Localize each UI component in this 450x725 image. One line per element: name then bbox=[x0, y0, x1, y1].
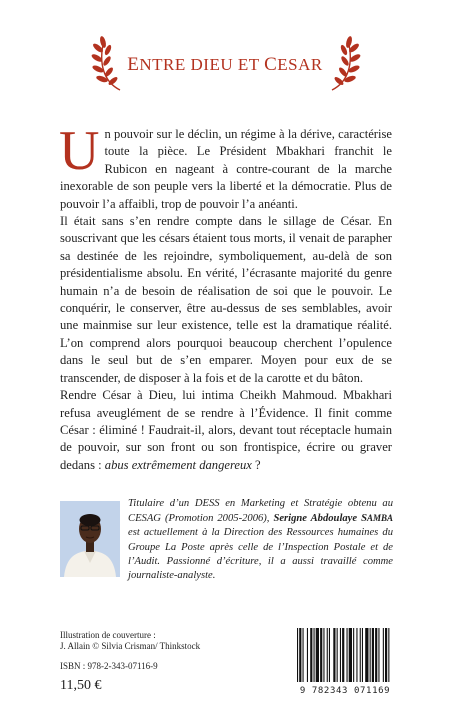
barcode-stripe bbox=[297, 628, 298, 682]
paragraph-1-text: n pouvoir sur le déclin, un régime à la dérive, caractérise toute la pièce. Le Président Mbakhari franchit le Rubicon en nageant à contre-courant de la marche inexorable de son peuple vers la liberté et la démocratie. Plus de pouvoir l’a affaibli, trop de pouvoir l’a anéanti. bbox=[60, 127, 392, 211]
barcode-stripe bbox=[340, 628, 341, 682]
barcode-stripe bbox=[303, 628, 304, 682]
barcode-stripe bbox=[349, 628, 352, 682]
cover-credits bbox=[60, 630, 200, 652]
author-given-names: Serigne Abdoulaye bbox=[273, 513, 362, 525]
barcode-stripe bbox=[342, 628, 344, 682]
drop-cap: U bbox=[59, 120, 100, 182]
paragraph-3-end: ? bbox=[251, 457, 261, 472]
barcode-stripe bbox=[316, 628, 319, 682]
paragraph-1 bbox=[59, 120, 392, 213]
bio-text-2: est actuellement à la Direction des Ressources humaines du Groupe La Poste après celle de l’Inspection Postale et de l’Audit. Passionné d’écriture, il a aussi travaillé comme journaliste-analyste. bbox=[128, 527, 393, 582]
author-surname-rest: AMBA bbox=[366, 513, 393, 524]
barcode-stripe bbox=[314, 628, 315, 682]
title-block bbox=[0, 34, 450, 94]
paragraph-3-text: Rendre César à Dieu, lui intima Cheikh Mahmoud. Mbakhari refusa aveuglément de se rendre à l’Évidence. Il finit comme César : éliminé ! Faudrait-il, alors, devant tout réceptacle humain de pouvoir, sur son front ou son frontispice, écrire ou graver dedans : bbox=[60, 388, 392, 472]
author-portrait-image bbox=[60, 501, 120, 577]
title-text-2: ESAR bbox=[277, 55, 323, 74]
author-surname-initial: S bbox=[361, 513, 367, 525]
barcode-stripe bbox=[329, 628, 330, 682]
barcode-stripe bbox=[320, 628, 322, 682]
barcode-stripe bbox=[347, 628, 348, 682]
barcode-stripe bbox=[362, 628, 363, 682]
barcode-stripe bbox=[385, 628, 387, 682]
paragraph-3-emphasis: abus extrêmement dangereux bbox=[104, 457, 252, 472]
barcode-stripe bbox=[353, 628, 354, 682]
paragraph-3 bbox=[60, 387, 392, 474]
barcode-stripe bbox=[378, 628, 379, 682]
barcode-stripe bbox=[383, 628, 384, 682]
title-initial-2: C bbox=[264, 54, 278, 75]
barcode-stripe bbox=[310, 628, 312, 682]
isbn: ISBN : 978-2-343-07116-9 bbox=[60, 661, 158, 671]
barcode-bars bbox=[291, 626, 399, 684]
author-name bbox=[273, 513, 393, 524]
title-initial-1: E bbox=[127, 54, 140, 75]
laurel-right-icon bbox=[326, 34, 362, 92]
barcode-stripe bbox=[299, 628, 301, 682]
barcode-stripe bbox=[375, 628, 377, 682]
barcode-stripe bbox=[356, 628, 357, 682]
barcode-stripe bbox=[370, 628, 371, 682]
barcode-stripe bbox=[365, 628, 368, 682]
price: 11,50 € bbox=[60, 678, 102, 693]
barcode-stripe bbox=[372, 628, 374, 682]
bio-text-1: Titulaire d’un DESS en Marketing et Stratégie obtenu au CESAG (Promotion 2005-2006), bbox=[128, 498, 393, 525]
barcode-stripe bbox=[327, 628, 328, 682]
paragraph-2: Il était sans s’en rendre compte dans le sillage de César. En souscrivant que les césars étaient tous morts, il venait de parapher sa destinée de les rejoindre, symboliquement, au-delà de son présidentialisme absolu. En vérité, l’écrasante majorité du genre humain n’a de besoin de réalisation de soi que le pouvoir. Le conquérir, le conserver, être au-dessus de ses semblables, avoir une mainmise sur leur existence, telle est la dramatique réalité. L’on comprend alors pourquoi beaucoup cherchent l’opulence dans le seul but de s’en emparer. Moyen pour eux de se transcender, de disposer à la fois et de la carotte et du bâton. bbox=[60, 214, 392, 385]
title-text-1: NTRE DIEU ET bbox=[139, 55, 265, 74]
book-title bbox=[0, 54, 450, 76]
credits-line-2: J. Allain © Silvia Crisman/ Thinkstock bbox=[60, 641, 201, 651]
barcode-stripe bbox=[333, 628, 335, 682]
barcode-stripe bbox=[323, 628, 324, 682]
author-bio bbox=[128, 497, 393, 583]
barcode-number: 9 782343 071169 bbox=[299, 686, 391, 696]
barcode-stripe bbox=[307, 628, 308, 682]
credits-line-1: Illustration de couverture : bbox=[60, 630, 156, 640]
barcode-stripe bbox=[337, 628, 338, 682]
barcode-stripe bbox=[360, 628, 361, 682]
back-cover-text bbox=[59, 120, 392, 474]
barcode-stripe bbox=[388, 628, 389, 682]
author-photo bbox=[60, 501, 120, 577]
barcode bbox=[291, 626, 399, 698]
